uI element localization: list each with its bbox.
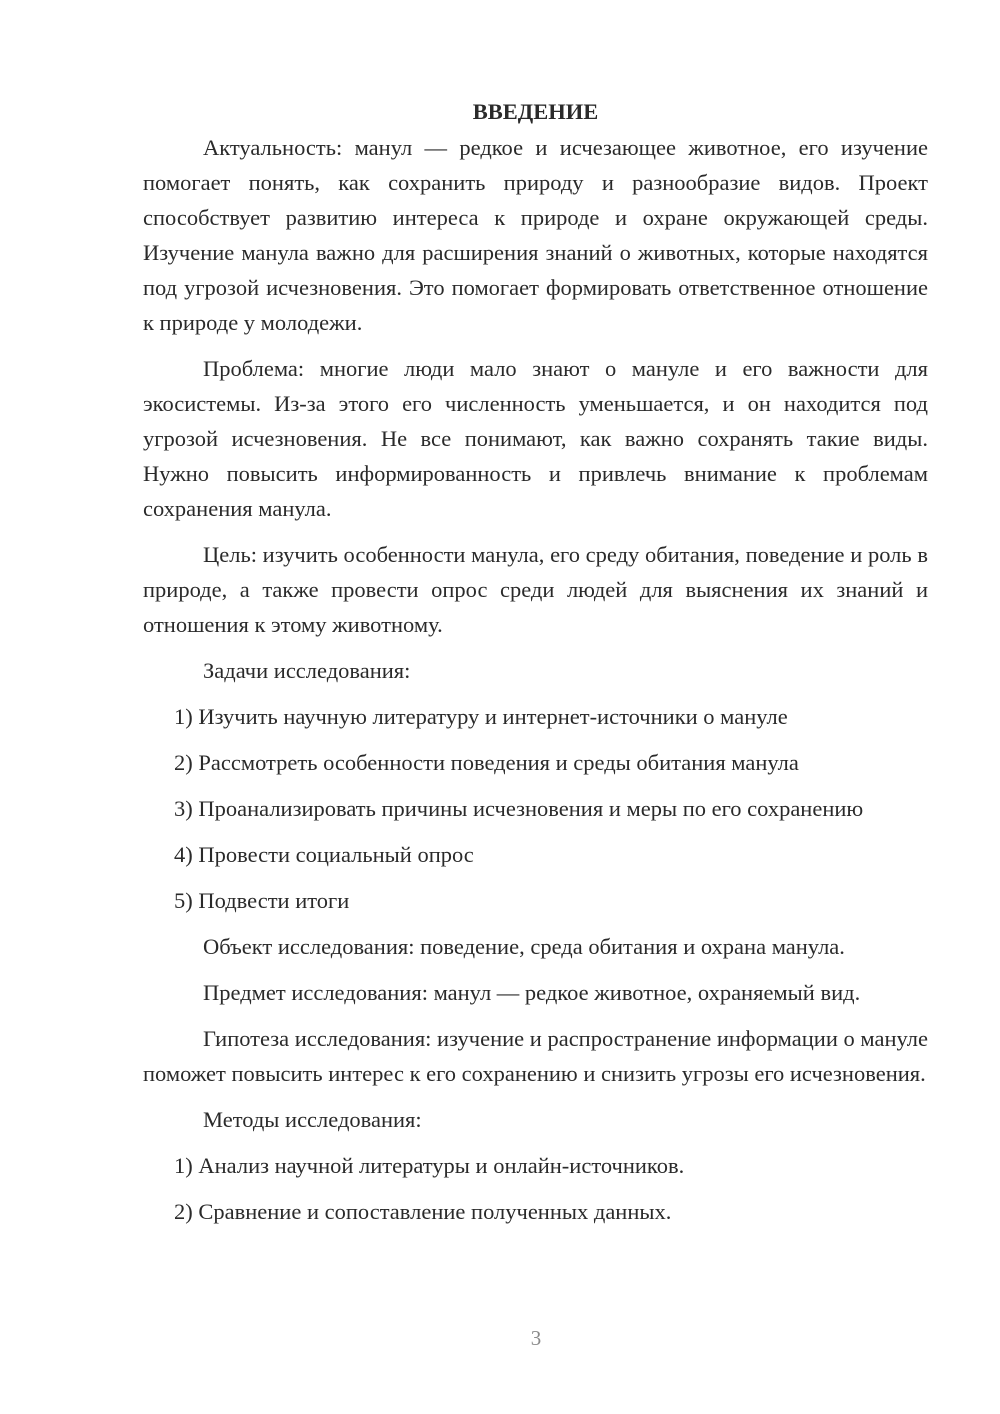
relevance-paragraph: Актуальность: манул — редкое и исчезающее животное, его изучение помогает понять, как сохранить природу и разнообразие видов. Проект способствует развитию интереса к природе и охране окружающей среды. Изучение манула важно для расширения знаний о животных, которые находятся под угрозой исчезновения. Это помогает формировать ответственное отношение к природе у молодежи. — [143, 135, 928, 335]
document-body — [143, 94, 928, 1240]
object-paragraph: Объект исследования: поведение, среда обитания и охрана манула. — [203, 934, 845, 959]
task-item: 4) Провести социальный опрос — [174, 842, 474, 867]
method-item: 2) Сравнение и сопоставление полученных данных. — [174, 1199, 672, 1224]
goal-paragraph: Цель: изучить особенности манула, его среду обитания, поведение и роль в природе, а также провести опрос среди людей для выяснения их знаний и отношения к этому животному. — [143, 542, 928, 637]
hypothesis-paragraph: Гипотеза исследования: изучение и распространение информации о мануле поможет повысить интерес к его сохранению и снизить угрозы его исчезновения. — [143, 1026, 928, 1086]
tasks-heading: Задачи исследования: — [203, 658, 411, 683]
task-item: 5) Подвести итоги — [174, 888, 350, 913]
section-title: ВВЕДЕНИЕ — [472, 99, 599, 124]
task-item: 2) Рассмотреть особенности поведения и среды обитания манула — [174, 750, 799, 775]
task-item: 1) Изучить научную литературу и интернет-источники о мануле — [174, 704, 788, 729]
problem-paragraph: Проблема: многие люди мало знают о мануле и его важности для экосистемы. Из-за этого его численность уменьшается, и он находится под угрозой исчезновения. Не все понимают, как важно сохранять такие виды. Нужно повысить информированность и привлечь внимание к проблемам сохранения манула. — [143, 356, 928, 521]
method-item: 1) Анализ научной литературы и онлайн-источников. — [174, 1153, 685, 1178]
task-item: 3) Проанализировать причины исчезновения и меры по его сохранению — [174, 796, 864, 821]
subject-paragraph: Предмет исследования: манул — редкое животное, охраняемый вид. — [203, 980, 861, 1005]
methods-heading: Методы исследования: — [203, 1107, 422, 1132]
page-number: 3 — [530, 1326, 542, 1350]
